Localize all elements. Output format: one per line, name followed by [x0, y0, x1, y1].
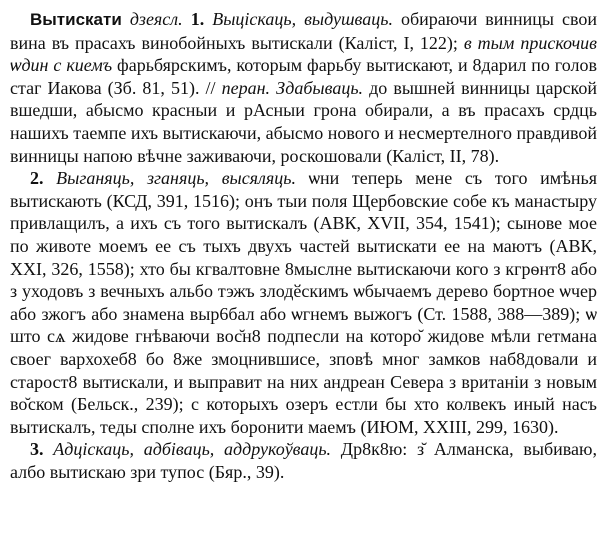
sense-2-citations: ѡни теперь мене съ того имѣнья вытискають (КСД, 391, 1516); онъ тыи поля Щербовские собе къ манастыру привлащилъ, а ихъ съ того вытискалъ (АВК, XVII, 354, 1541); сынове мое по животе моемъ ее съ тыхъ двухъ частей вытискати ее на маютъ (АВК, XXI, 326, 1558); хто бы кгвалтовне 8мыслне вытискаючи кого з кгрѳнт8 або з уходовъ з вечныхъ альбо тэжъ злодӗскимъ ѡбычаемъ дерево бортное ѡчер або зжогъ або знамена выр6бал або ѡгнемъ выжогъ (Ст. 1588, 388—389); ѡ што сѧ жидове гнѣваючи вос̆н8 подпесли на которо̆ жидове мѣли гетмана своег вархохеб8 бо 8же змоцнившисе, зповѣ мног замков наб8довали и старост8 вытискали, и выправит на них андреан Севера з вританіи з новым во̆ском (Бельск., 239); с которыхъ озеръ естли бы хто колвекъ иный насъ вытискалъ, теды сполне ихъ боронити маемъ (ИЮМ, XXIII, 299, 1630). [10, 168, 598, 437]
sense-3-citations: Др8к8ю: з̆ Алманска, выбиваю, албо вытискаю зри тупос (Бяр., 39). [10, 439, 597, 482]
sense-3-paragraph [10, 438, 597, 483]
sense-3-number: 3. [30, 439, 44, 460]
sense-1-citation-2: фарьбярскимъ, которым фарьбу вытискают, и 8дарил по голов стаг Иакова (Зб. 81, 51). // [10, 55, 597, 98]
sense-1-paragraph [10, 8, 597, 167]
figurative-label: перан. [221, 77, 271, 98]
sense-1-gloss: Выціскаць, выдушваць. [212, 9, 393, 29]
headword: Вытискати [30, 10, 122, 29]
sense-1-number: 1. [190, 9, 205, 29]
sense-3-gloss: Адціскаць, адбіваць, аддрукоўваць. [53, 439, 332, 460]
part-of-speech: дзеясл. [129, 9, 183, 29]
sense-1-citation-1: обираючи винницы свои вина въ прасахъ винобойныхъ вытискали (Каліст, I, 122); [10, 9, 598, 53]
figurative-gloss: Здабываць. [276, 77, 364, 98]
sense-1-citation-3: до вышней винницы царской вшедши, абысмо красныи и рАсныи грона обирали, а въ прасахъ срдць нашихъ таемпе ихъ вытискаючи, абысмо нового и несмертелного правдивой винницы напою вѣчне заживаючи, роскошовали (Каліст, II, 78). [10, 77, 598, 166]
sense-2-number: 2. [30, 168, 44, 189]
sense-1-quote: в тым прискочив ѡдин с киемъ [10, 32, 597, 76]
sense-2-gloss: Выганяць, зганяць, высяляць. [56, 168, 296, 189]
sense-2-paragraph [10, 167, 597, 438]
